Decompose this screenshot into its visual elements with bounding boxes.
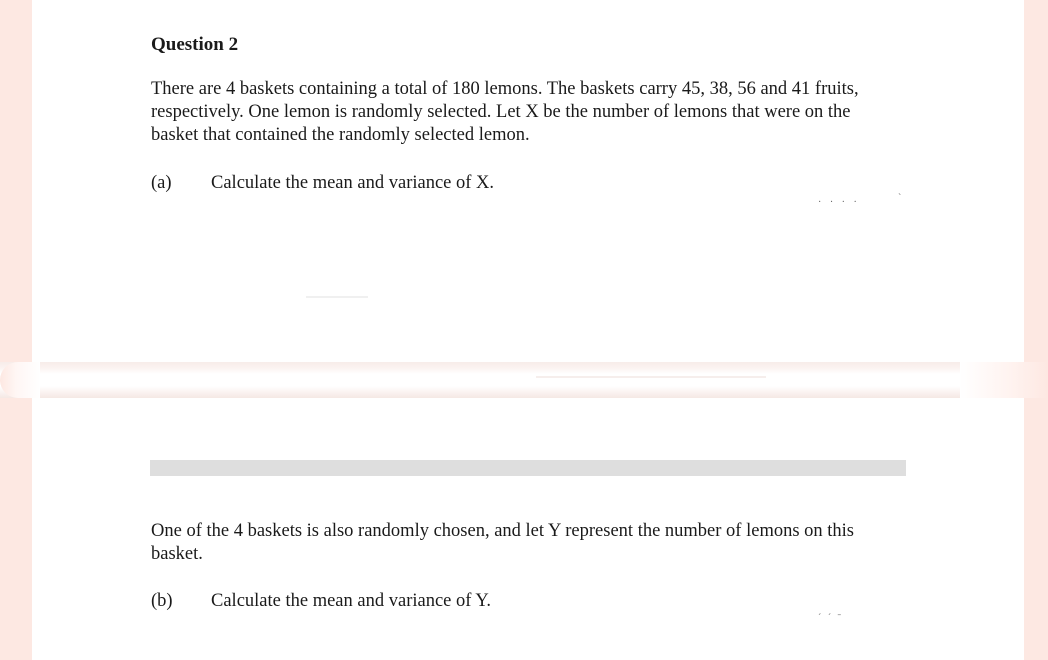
part-b bbox=[151, 590, 491, 613]
part-a-label: (a) bbox=[151, 173, 172, 193]
question-second-paragraph bbox=[151, 520, 911, 566]
page-seam-left-edge bbox=[0, 362, 40, 398]
faint-rule bbox=[306, 296, 368, 298]
intro-line: basket that contained the randomly selected lemon. bbox=[151, 125, 530, 145]
part-b-text: Calculate the mean and variance of Y. bbox=[211, 591, 491, 611]
faint-rule bbox=[536, 376, 766, 378]
second-line: basket. bbox=[151, 544, 203, 564]
part-a-text: Calculate the mean and variance of X. bbox=[211, 173, 495, 193]
page-seam-right-edge bbox=[960, 362, 1048, 398]
question-title: Question 2 bbox=[151, 34, 239, 55]
stray-mark: ˊ ˊ ˉ bbox=[818, 613, 843, 624]
stray-mark: · · · · bbox=[818, 197, 860, 208]
page-seam bbox=[0, 362, 1048, 398]
second-line: One of the 4 baskets is also randomly chosen, and let Y represent the number of lemons on this bbox=[151, 521, 855, 541]
question-intro bbox=[151, 78, 911, 147]
intro-line: There are 4 baskets containing a total of 180 lemons. The baskets carry 45, 38, 56 and 41 fruits, bbox=[151, 79, 859, 99]
intro-line: respectively. One lemon is randomly selected. Let X be the number of lemons that were on the bbox=[151, 102, 851, 122]
part-b-label: (b) bbox=[151, 591, 173, 611]
part-a bbox=[151, 172, 494, 195]
stray-mark: ˋ bbox=[898, 193, 902, 204]
redaction-bar bbox=[150, 460, 906, 476]
